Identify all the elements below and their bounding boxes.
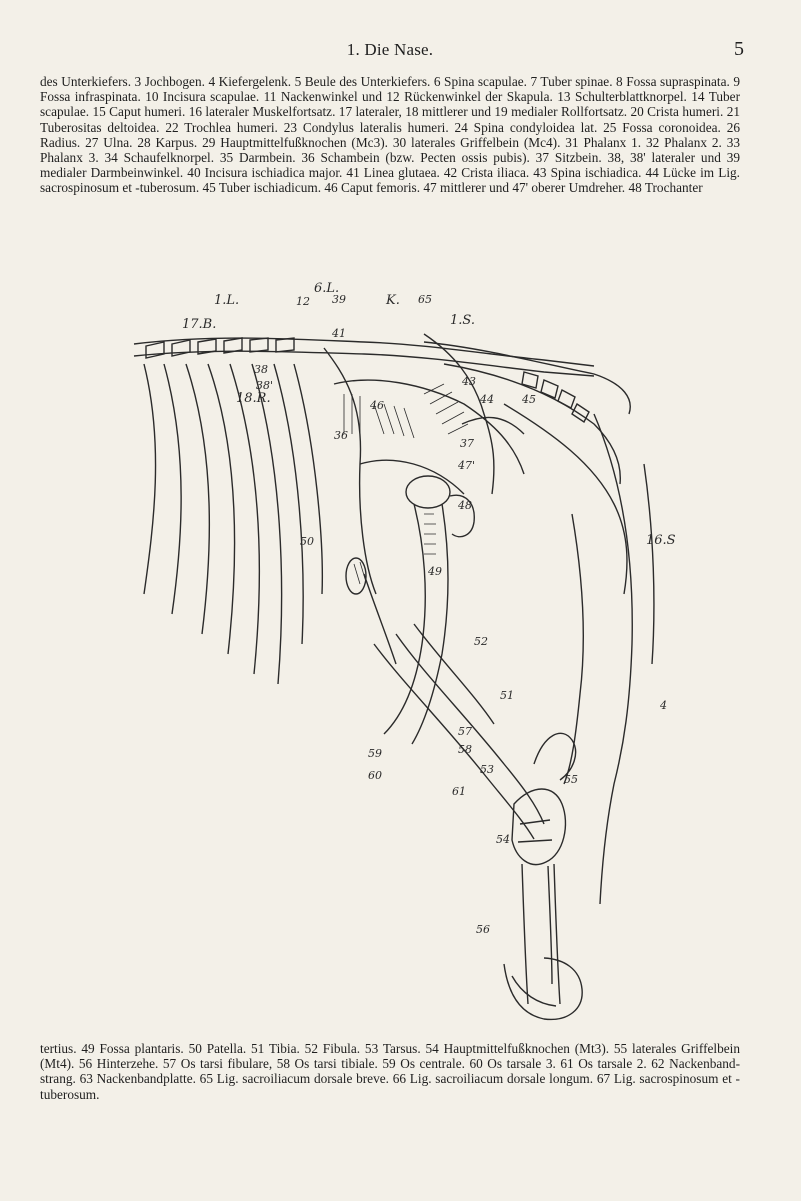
figure-label: 59 [368,747,382,760]
page-number: 5 [734,38,744,60]
figure-label: 36 [334,429,348,442]
figure-label: 47' [458,459,476,472]
figure-label: 56 [476,923,490,936]
figure-label: 53 [480,763,494,776]
figure-label: 38' [256,379,274,392]
figure-label: 54 [496,833,510,846]
figure-label: 43 [462,375,476,388]
running-head [40,38,744,64]
figure-label: 17.B. [182,317,217,332]
figure-label: 61 [452,785,466,798]
figure-label: 1.S. [450,313,475,328]
figure-label: 57 [458,725,472,738]
figure-label: 18.R. [236,391,271,406]
figure-label: 39 [332,293,346,306]
figure-label: 38 [254,363,268,376]
figure-label: K. [386,293,400,308]
figure-label: 37 [460,437,474,450]
pelvis-hindlimb-illustration [124,264,684,1022]
legend-text-bottom: tertius. 49 Fossa plantaris. 50 Patella. 51 Tibia. 52 Fibula. 53 Tarsus. 54 Hauptmittelfußknochen (Mt3). 55 laterales Griffelbein (Mt4). 56 Hinterzehe. 57 Os tarsi fibulare, 58 Os tarsi tibiale. 59 Os centrale. 60 Os tarsale 3. 61 Os tarsale 2. 62 Nackenband-strang. 63 Nackenbandplatte. 65 Lig. sacroiliacum dorsale breve. 66 Lig. sacroiliacum dorsale longum. 67 Lig. sacrospinosum et -tuberosum. [40,1041,740,1102]
figure-label: 16.S [646,533,676,548]
figure-label: 46 [370,399,384,412]
figure-label: 12 [296,295,310,308]
anatomical-figure [124,264,684,1022]
figure-label: 6.L. [314,281,340,296]
figure-label: 52 [474,635,488,648]
legend-text-top: des Unterkiefers. 3 Jochbogen. 4 Kiefergelenk. 5 Beule des Unterkiefers. 6 Spina scapulae. 7 Tuber spinae. 8 Fossa supraspinata. 9 Fossa infraspinata. 10 Incisura scapulae. 11 Nackenwinkel und 12 Rückenwinkel der Skapula. 13 Schulterblattknorpel. 14 Tuber scapulae. 15 Caput humeri. 16 lateraler Muskelfortsatz. 17 lateraler, 18 mittlerer und 19 medialer Rollfortsatz. 20 Crista humeri. 21 Tuberositas deltoidea. 22 Trochlea humeri. 23 Condylus lateralis humeri. 24 Spina condyloidea lat. 25 Fossa coronoidea. 26 Radius. 27 Ulna. 28 Karpus. 29 Hauptmittelfußknochen (Mc3). 30 laterales Griffelbein (Mc4). 31 Phalanx 1. 32 Phalanx 2. 33 Phalanx 3. 34 Schaufelknorpel. 35 Darmbein. 36 Schambein (bzw. Pecten ossis pubis). 37 Sitzbein. 38, 38' lateraler und 39 medialer Darmbeinwinkel. 40 Incisura ischiadica major. 41 Linea glutaea. 42 Crista iliaca. 43 Spina ischiadica. 44 Lücke im Lig. sacrospinosum et -tuberosum. 45 Tuber ischiadicum. 46 Caput femoris. 47 mittlerer und 47' oberer Umdreher. 48 Trochanter [40,74,740,196]
figure-label: 51 [500,689,514,702]
figure-label: 50 [300,535,314,548]
figure-label: 49 [428,565,442,578]
figure-label: 60 [368,769,382,782]
figure-label: 45 [522,393,536,406]
figure-label: 55 [564,773,578,786]
figure-label: 58 [458,743,472,756]
figure-label: 41 [332,327,346,340]
chapter-title: 1. Die Nase. [346,40,434,59]
figure-label: 1.L. [214,293,240,308]
figure-label: 65 [418,293,432,306]
figure-label: 48 [458,499,472,512]
figure-label: 4 [660,699,667,712]
figure-label: 44 [480,393,494,406]
